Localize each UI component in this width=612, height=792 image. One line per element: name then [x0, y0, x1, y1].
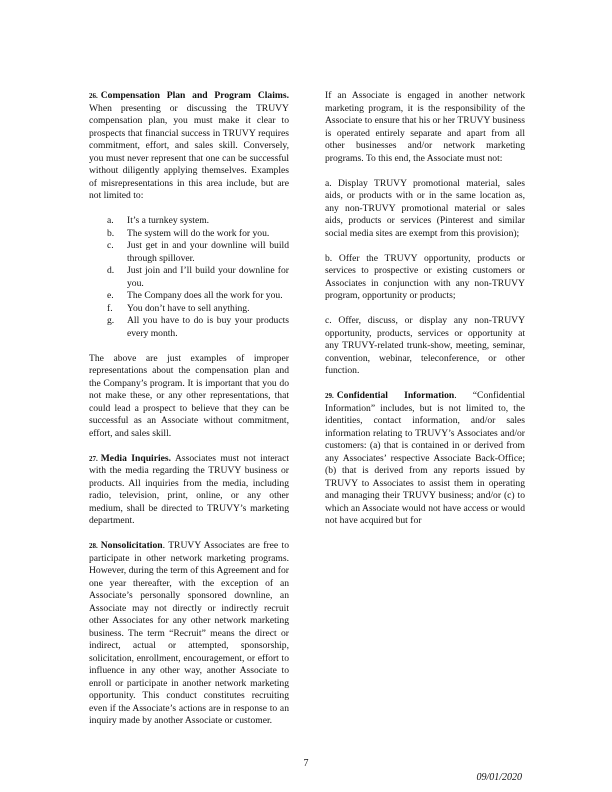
section-28	[89, 540, 289, 728]
section-body: . TRUVY Associates are free to participate in other network marketing programs. However, during the term of this Agreement and for one year thereafter, with the exception of an Associate’s personally sponsored downline, an Associate may not directly or indirectly recruit other Associates for any other network marketing business. The term “Recruit” means the direct or indirect, actual or attempted, sponsorship, solicitation, enrollment, encouragement, or effort to influence in any other way, another Associate to enroll or participate in another network marketing opportunity. This conduct constitutes recruiting even if the Associate’s actions are in response to an inquiry made by another Associate or customer.	[89, 540, 289, 726]
section-body: When presenting or discussing the TRUVY compensation plan, you must make it clear to prospects that financial success in TRUVY requires commitment, effort, and sales skill. Conversely, you must never represent that one can be successful without diligently applying themselves. Examples of misrepresentations in this area include, but are not limited to:	[89, 102, 289, 201]
section-title: Nonsolicitation	[100, 540, 163, 551]
list-item	[107, 290, 289, 303]
section-number: 28.	[89, 542, 98, 550]
misrepresentation-list	[89, 215, 289, 340]
list-marker: b.	[107, 227, 115, 239]
section-number: 29.	[325, 392, 334, 400]
list-item-text: You don’t have to sell anything.	[127, 302, 250, 314]
section-title: Compensation Plan and Program Claims.	[100, 90, 289, 101]
section-27	[89, 453, 289, 528]
section-title: Media Inquiries.	[100, 452, 172, 464]
list-item-text: Just get in and your downline will build through spillover.	[127, 240, 289, 264]
section-title: Confidential Information	[336, 390, 455, 401]
section-26	[89, 90, 289, 203]
section-number: 27.	[89, 454, 98, 463]
list-item-text: The system will do the work for you.	[127, 227, 270, 239]
list-marker: g.	[107, 315, 115, 326]
section-number: 26.	[89, 92, 98, 100]
section-28-item-a: a. Display TRUVY promotional material, sales aids, or products with or in the same location as, any non-TRUVY promotional material or sales aids, products or services (Pinterest and similar social media sites are exempt from this provision);	[325, 177, 525, 239]
list-marker: d.	[107, 265, 115, 276]
list-item	[107, 227, 289, 241]
section-26-closing: The above are just examples of improper representations about the compensation plan and the Company’s program. It is important that you do not make these, or any other representations, that could lead a prospect to believe that they can be successful as an Associate without commitment, effort, and sales skill.	[89, 352, 289, 439]
list-marker: c.	[107, 240, 114, 251]
list-item	[107, 302, 289, 316]
list-item	[107, 265, 289, 290]
section-28-item-c: c. Offer, discuss, or display any non-TRUVY opportunity, products, services or opportunity at any TRUVY-related trunk-show, meeting, seminar, convention, webinar, teleconference, or other function.	[325, 315, 525, 376]
list-marker: a.	[107, 215, 114, 226]
left-column	[89, 90, 289, 740]
section-28-para2: If an Associate is engaged in another network marketing program, it is the responsibility of the Associate to ensure that his or her TRUVY business is operated entirely separate and apart from all other businesses and/or network marketing programs. To this end, the Associate must not:	[325, 90, 525, 164]
list-marker: e.	[107, 290, 114, 301]
list-item-text: The Company does all the work for you.	[127, 290, 283, 301]
list-item	[107, 215, 289, 228]
list-marker: f.	[107, 302, 113, 314]
list-item	[107, 240, 289, 265]
list-item	[107, 315, 289, 340]
section-28-item-b: b. Offer the TRUVY opportunity, products or services to prospective or existing customers or Associates in conjunction with any non-TRUVY program, opportunity or products;	[325, 252, 525, 301]
list-item-text: Just join and I’ll build your downline for you.	[127, 265, 289, 289]
list-item-text: It’s a turnkey system.	[127, 215, 210, 226]
page-number: 7	[303, 758, 309, 769]
revision-date: 09/01/2020	[476, 772, 522, 783]
right-column	[325, 90, 525, 540]
section-body: . “Confidential Information” includes, but is not limited to, the identities, contact information, and/or sales information relating to TRUVY’s Associates and/or customers: (a) that is contained in or derived from any Associates’ respective Associate Back-Office; (b) that is derived from any reports issued by TRUVY to Associates to assist them in operating and managing their TRUVY business; and/or (c) to which an Associate would not have access or would not have acquired but for	[325, 390, 525, 526]
section-29	[325, 390, 525, 528]
section-body: Associates must not interact with the media regarding the TRUVY business or products. All inquiries from the media, including radio, television, print, online, or any other medium, shall be directed to TRUVY’s marketing department.	[89, 452, 289, 526]
list-item-text: All you have to do is buy your products every month.	[127, 315, 289, 339]
